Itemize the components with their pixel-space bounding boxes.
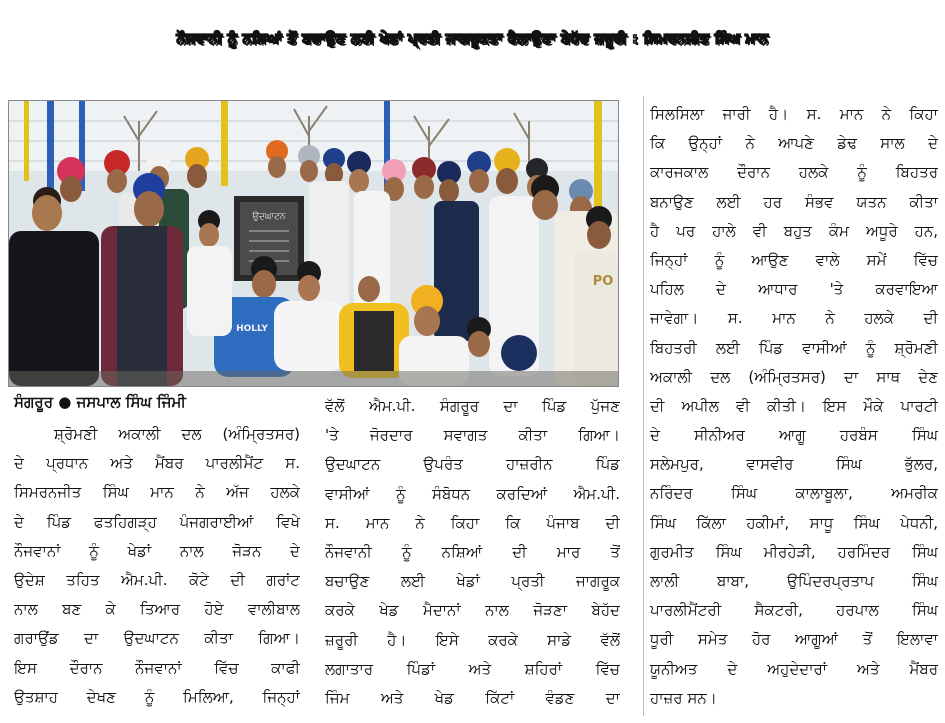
news-photo xyxy=(8,100,619,387)
headline: ਨੌਜਵਾਨੀ ਨੂੰ ਨਸ਼ਿਆਂ ਤੋਂ ਬਚਾਉਣ ਲਈ ਖੇਡਾਂ ਪ੍ਰਤੀ ਜਾਗਰੂਕਤਾ ਫੈਲਾਉਣਾ ਬੇਹੱਦ ਜ਼ਰੂਰੀ : ਸਿਮਰਨਜੀਤ ਸਿੰਘ ਮਾਨ xyxy=(176,31,769,47)
text-line: ਸਿੰਘ ਕਿੱਲਾ ਹਕੀਮਾਂ, ਸਾਧੂ ਸਿੰਘ ਪੇਧਨੀ, xyxy=(650,513,938,532)
text-line: ਸਿਲਸਿਲਾ ਜਾਰੀ ਹੈ। ਸ. ਮਾਨ ਨੇ ਕਿਹਾ xyxy=(650,105,938,123)
text-line: ਅਕਾਲੀ ਦਲ (ਅੰਮ੍ਰਿਤਸਰ) ਦਾ ਸਾਥ ਦੇਣ xyxy=(650,367,938,386)
text-line: ਸਿਮਰਨਜੀਤ ਸਿੰਘ ਮਾਨ ਨੇ ਅੱਜ ਹਲਕੇ xyxy=(14,483,300,502)
text-line: 'ਤੇ ਜੋਰਦਾਰ ਸਵਾਗਤ ਕੀਤਾ ਗਿਆ। xyxy=(325,426,620,445)
byline: ਸੰਗਰੂਰ ● ਜਸਪਾਲ ਸਿੰਘ ਜਿੰਮੀ xyxy=(14,393,186,411)
text-line: ਹਾਜ਼ਰ ਸਨ। xyxy=(650,688,717,707)
text-line: ਸ਼੍ਰੋਮਣੀ ਅਕਾਲੀ ਦਲ (ਅੰਮ੍ਰਿਤਸਰ) xyxy=(54,425,300,443)
text-line: ਦੇ ਪ੍ਰਧਾਨ ਅਤੇ ਮੈਂਬਰ ਪਾਰਲੀਮੈਂਟ ਸ. xyxy=(14,454,300,473)
text-line: ਪਹਿਲ ਦੇ ਆਧਾਰ 'ਤੇ ਕਰਵਾਇਆ xyxy=(650,280,938,299)
text-line: ਇਸ ਦੌਰਾਨ ਨੌਜਵਾਨਾਂ ਵਿੱਚ ਕਾਫੀ xyxy=(14,658,300,677)
text-line: ਧੂਰੀ ਸਮੇਤ ਹੋਰ ਆਗੂਆਂ ਤੋਂ ਇਲਾਵਾ xyxy=(650,630,938,649)
article-column-3 xyxy=(650,100,938,713)
text-line: ਜਾਵੇਗਾ। ਸ. ਮਾਨ ਨੇ ਹਲਕੇ ਦੀ xyxy=(650,309,938,328)
text-line: ਜ਼ਰੂਰੀ ਹੈ। ਇਸੇ ਕਰਕੇ ਸਾਡੇ ਵੱਲੋਂ xyxy=(325,630,620,649)
text-line: ਜਿੰਮ ਅਤੇ ਖੇਡ ਕਿੱਟਾਂ ਵੰਡਣ ਦਾ xyxy=(325,688,620,707)
text-line: ਨੌਜਵਾਨੀ ਨੂੰ ਨਸ਼ਿਆਂ ਦੀ ਮਾਰ ਤੋਂ xyxy=(325,542,620,561)
text-line: ਨਰਿੰਦਰ ਸਿੰਘ ਕਾਲਾਬੂਲਾ, ਅਮਰੀਕ xyxy=(650,484,938,503)
plaque-text: ਉਦਘਾਟਨ xyxy=(252,212,286,222)
text-line: ਵੱਲੋਂ ਐਮ.ਪੀ. ਸੰਗਰੂਰ ਦਾ ਪਿੰਡ ਪੁੱਜਣ xyxy=(325,397,620,415)
text-line: ਕਾਰਜਕਾਲ ਦੌਰਾਨ ਹਲਕੇ ਨੂੰ ਬਿਹਤਰ xyxy=(650,163,938,182)
text-line: ਨਾਲ ਬਣ ਕੇ ਤਿਆਰ ਹੋਏ ਵਾਲੀਬਾਲ xyxy=(14,600,300,619)
text-line: ਬਨਾਉਣ ਲਈ ਹਰ ਸੰਭਵ ਯਤਨ ਕੀਤਾ xyxy=(650,192,938,211)
text-line: ਉਦੇਸ਼ ਤਹਿਤ ਐਮ.ਪੀ. ਕੋਟੇ ਦੀ ਗਰਾਂਟ xyxy=(14,570,300,589)
text-line: ਜਿਨ੍ਹਾਂ ਨੂੰ ਆਉਣ ਵਾਲੇ ਸਮੇਂ ਵਿੱਚ xyxy=(650,250,938,269)
text-line: ਉਦਘਾਟਨ ਉਪਰੰਤ ਹਾਜ਼ਰੀਨ ਪਿੰਡ xyxy=(325,455,620,474)
text-line: ਗਰਾਉਂਡ ਦਾ ਉਦਘਾਟਨ ਕੀਤਾ ਗਿਆ। xyxy=(14,629,300,648)
text-line: ਸ. ਮਾਨ ਨੇ ਕਿਹਾ ਕਿ ਪੰਜਾਬ ਦੀ xyxy=(325,513,620,532)
jersey-text-2: PO xyxy=(592,274,614,289)
text-line: ਸਲੇਮਪੁਰ, ਵਾਸਵੀਰ ਸਿੰਘ ਭੁੱਲਰ, xyxy=(650,455,938,474)
text-line: ਕਰਕੇ ਖੇਡ ਮੈਦਾਨਾਂ ਨਾਲ ਜੋੜਣਾ ਬੇਹੱਦ xyxy=(325,601,620,620)
text-line: ਉਤਸ਼ਾਹ ਦੇਖਣ ਨੂੰ ਮਿਲਿਆ, ਜਿਨ੍ਹਾਂ xyxy=(14,687,300,706)
text-line: ਲਾਲੀ ਬਾਬਾ, ਉਪਿੰਦਰਪ੍ਰਤਾਪ ਸਿੰਘ xyxy=(650,572,938,590)
text-line: ਦੀ ਅਪੀਲ ਵੀ ਕੀਤੀ। ਇਸ ਮੌਕੇ ਪਾਰਟੀ xyxy=(650,396,938,415)
text-line: ਕਿ ਉਨ੍ਹਾਂ ਨੇ ਆਪਣੇ ਡੇਢ ਸਾਲ ਦੇ xyxy=(650,134,938,153)
text-line: ਯੂਨੀਅਤ ਦੇ ਅਹੁਦੇਦਾਰਾਂ ਅਤੇ ਮੈਂਬਰ xyxy=(650,659,938,678)
text-line: ਬਿਹਤਰੀ ਲਈ ਪਿੰਡ ਵਾਸੀਆਂ ਨੂੰ ਸ਼੍ਰੋਮਣੀ xyxy=(650,338,938,357)
article-column-2 xyxy=(325,392,620,713)
text-line: ਨੌਜਵਾਨਾਂ ਨੂੰ ਖੇਡਾਂ ਨਾਲ ਜੋੜਨ ਦੇ xyxy=(14,541,300,560)
text-line: ਪਾਰਲੀਮੈਂਟਰੀ ਸੈਕਟਰੀ, ਹਰਪਾਲ ਸਿੰਘ xyxy=(650,601,938,620)
text-line: ਗੁਰਮੀਤ ਸਿੰਘ ਮੀਰਹੇੜੀ, ਹਰਮਿੰਦਰ ਸਿੰਘ xyxy=(650,542,938,561)
text-line: ਬਚਾਉਣ ਲਈ ਖੇਡਾਂ ਪ੍ਰਤੀ ਜਾਗਰੂਕ xyxy=(325,572,620,591)
column-divider xyxy=(643,96,644,716)
text-line: ਹੈ ਪਰ ਹਾਲੇ ਵੀ ਬਹੁਤ ਕੰਮ ਅਧੂਰੇ ਹਨ, xyxy=(650,221,938,240)
article-column-1 xyxy=(14,420,300,712)
text-line: ਲਗਾਤਾਰ ਪਿੰਡਾਂ ਅਤੇ ਸ਼ਹਿਰਾਂ ਵਿੱਚ xyxy=(325,659,620,678)
jersey-text: HOLLY xyxy=(236,324,268,334)
text-line: ਵਾਸੀਆਂ ਨੂੰ ਸੰਬੋਧਨ ਕਰਦਿਆਂ ਐਮ.ਪੀ. xyxy=(325,484,620,503)
text-line: ਦੇ ਸੀਨੀਅਰ ਆਗੂ ਹਰਬੰਸ ਸਿੰਘ xyxy=(650,426,938,445)
text-line: ਦੇ ਪਿੰਡ ਫਤਹਿਗੜ੍ਹ ਪੰਜਗਰਾਈਆਂ ਵਿਖੇ xyxy=(14,512,300,531)
